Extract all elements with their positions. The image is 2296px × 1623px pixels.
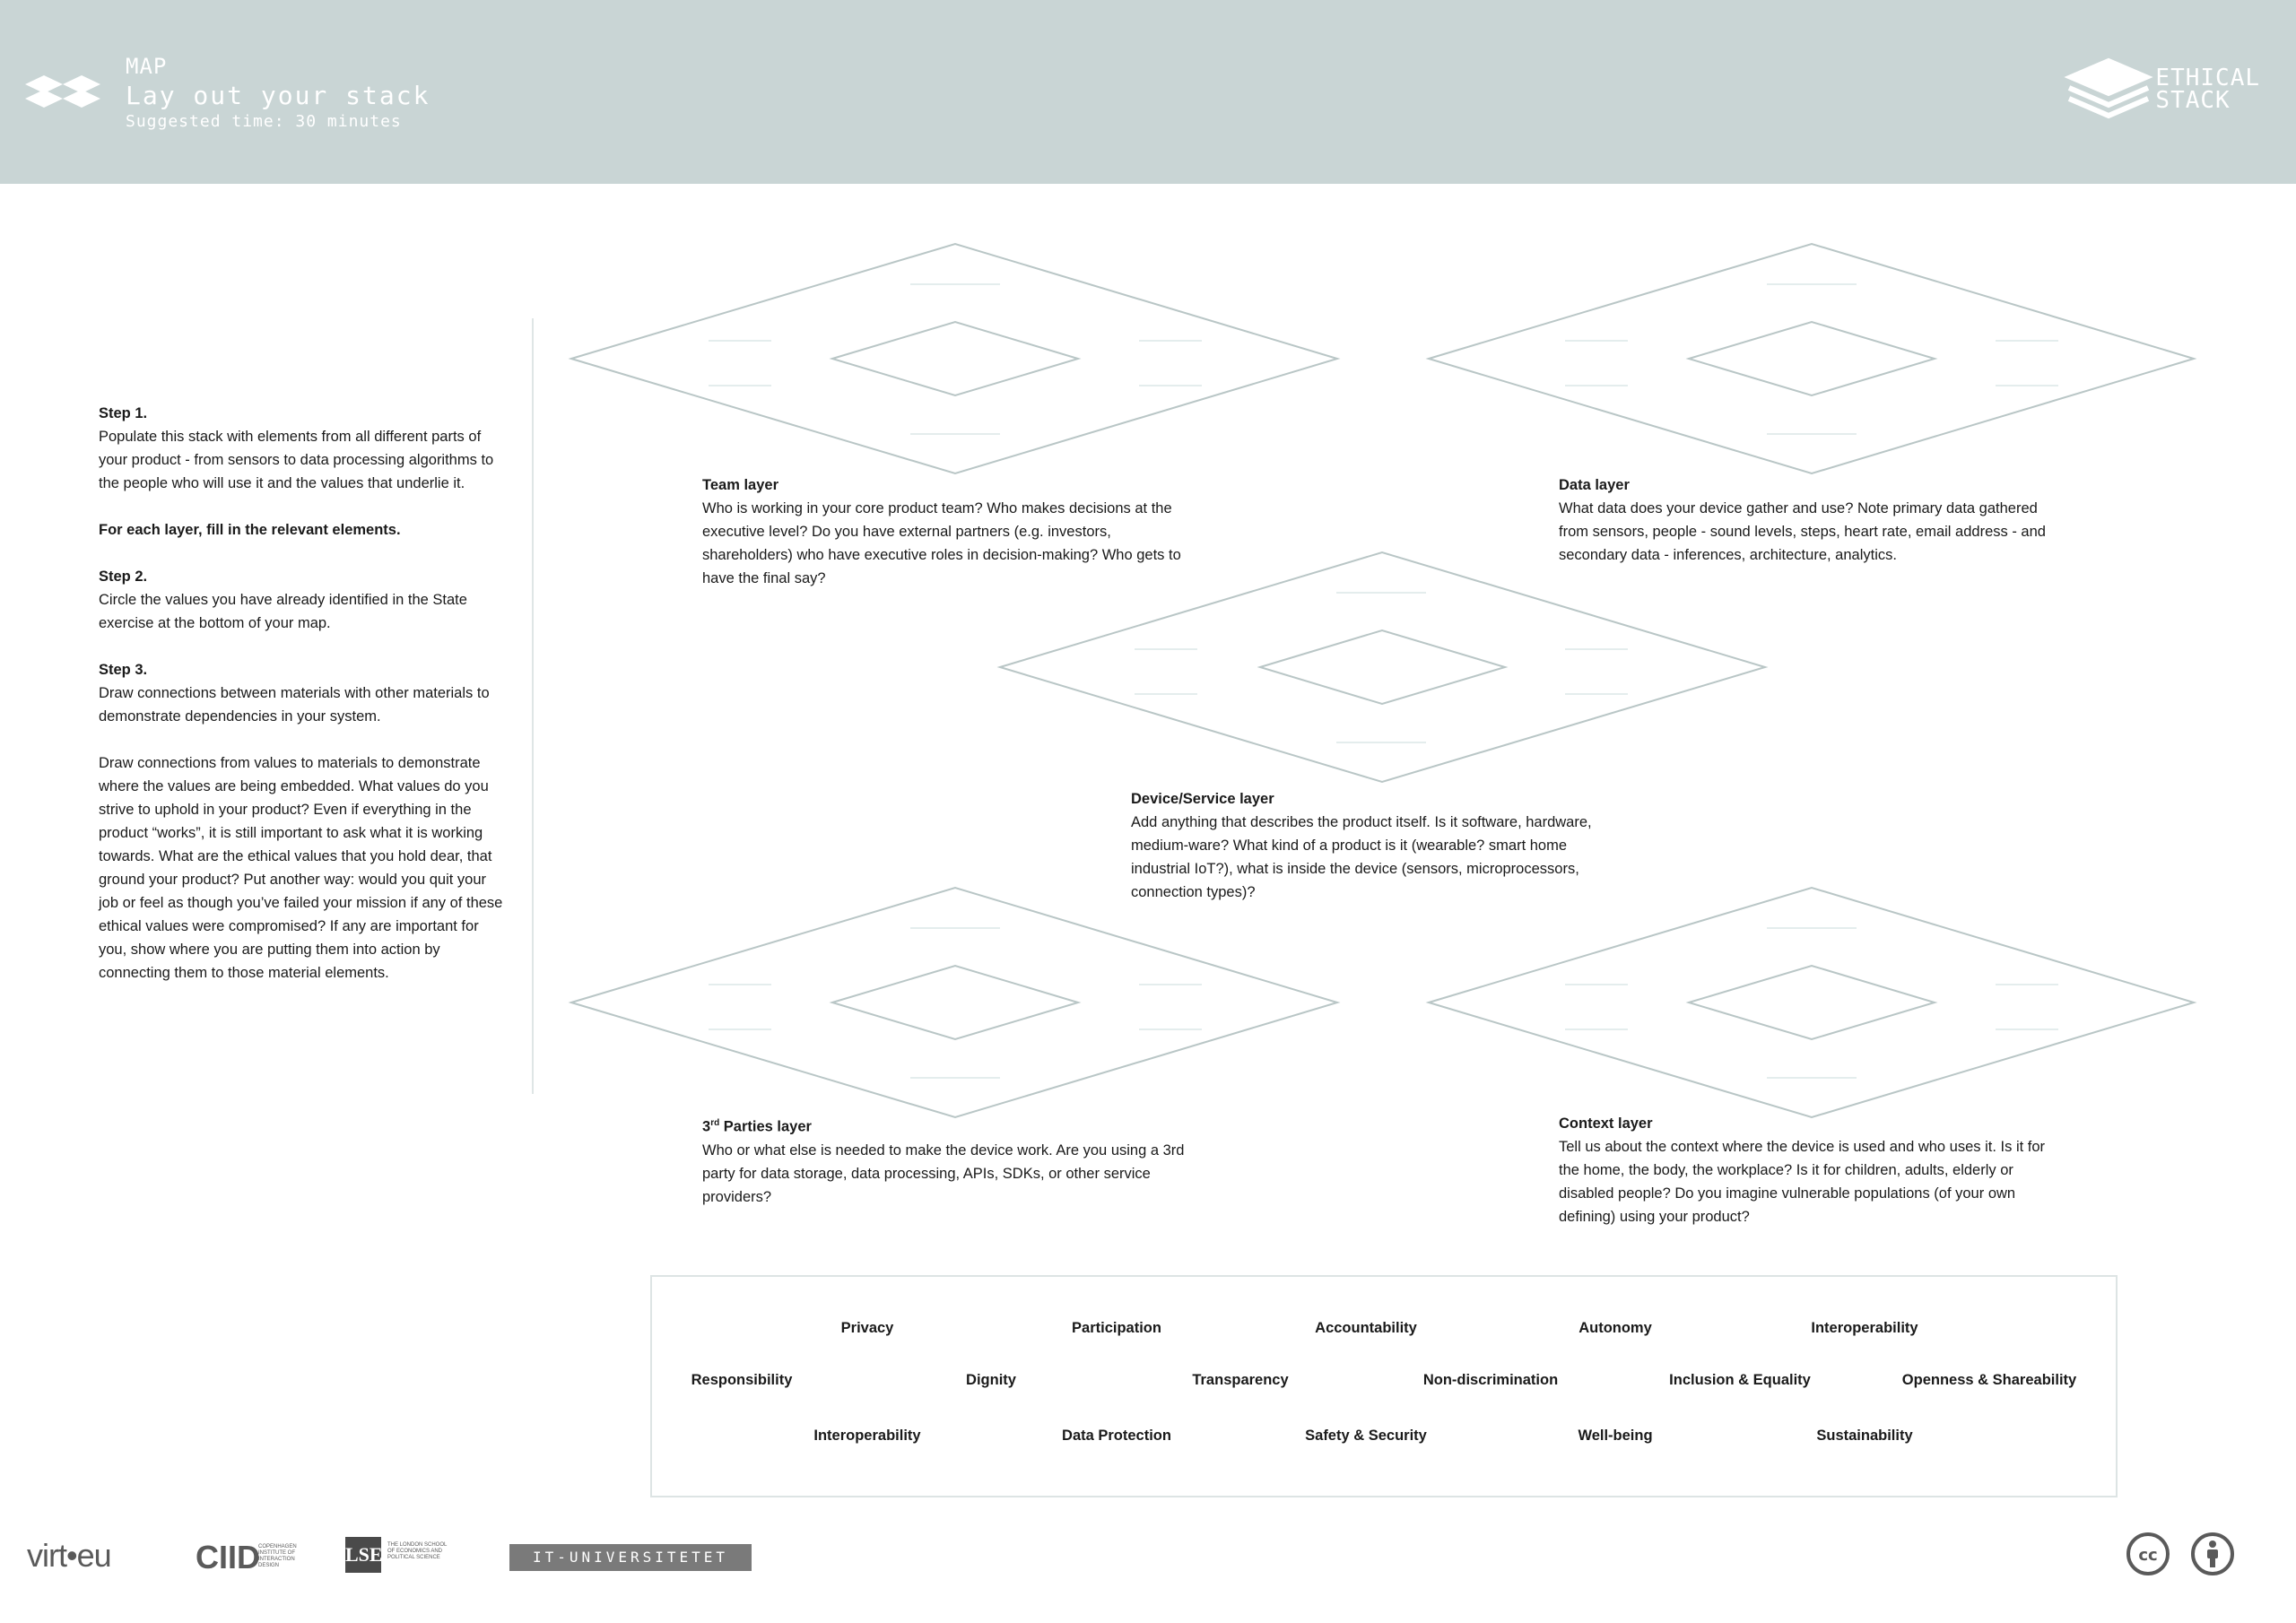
lse-logo: LSE [345,1537,381,1573]
ciid-logo-sub: COPENHAGEN INSTITUTE OF INTERACTION DESIGN [258,1544,297,1568]
value-privacy[interactable]: Privacy [840,1320,894,1336]
value-accountability[interactable]: Accountability [1315,1320,1417,1336]
third-parties-layer-diamond[interactable] [571,888,1337,1117]
value-responsibility[interactable]: Responsibility [691,1372,793,1388]
value-openness-shareability[interactable]: Openness & Shareability [1901,1372,2077,1388]
third-title-sup: rd [710,1118,720,1128]
page-subtitle: Lay out your stack [126,81,430,110]
device-layer-title: Device/Service layer [1131,791,1274,807]
page-title: MAP [126,54,168,79]
value-data-protection[interactable]: Data Protection [1062,1428,1171,1444]
context-layer-diamond[interactable] [1429,888,2194,1117]
team-layer-title: Team layer [702,477,778,493]
value-safety-security[interactable]: Safety & Security [1305,1428,1427,1444]
step1-bold: For each layer, fill in the relevant elements. [99,522,401,538]
data-layer-block [1559,473,2070,567]
logo-word-2: STACK [2155,87,2231,114]
itu-logo: IT-UNIVERSITETET KØBENHAVN [509,1544,752,1571]
third-title-rest: Parties layer [719,1118,812,1135]
data-layer-diamond[interactable] [1429,244,2194,473]
team-layer-block [702,473,1205,590]
logo-word-1: ETHICAL [2155,65,2260,91]
context-layer-block [1559,1112,2061,1228]
context-layer-text: Tell us about the context where the device is used and who uses it. Is it for the home, the body, the workplace? Is it for children, adults, elderly or disabled people? Do you imagine vulnerable populations (of your own defining) using your product? [1559,1139,2046,1225]
step1-text: Populate this stack with elements from all different parts of your product - from sensors to data processing algorithms to the people who will use it and the values that underlie it. [99,429,494,491]
step3-text: Draw connections between materials with other materials to demonstrate dependencies in your system. [99,685,490,725]
third-parties-layer-block [702,1112,1187,1209]
device-layer-text: Add anything that describes the product itself. Is it software, hardware, medium-ware? What kind of a product is it (wearable? smart home industrial IoT?), what is inside the device (sensors, microprocessors, connection types)? [1131,814,1592,900]
context-layer-title: Context layer [1559,1115,1653,1132]
third-parties-layer-title [702,1112,1187,1139]
value-inclusion-equality[interactable]: Inclusion & Equality [1669,1372,1811,1388]
value-dignity[interactable]: Dignity [966,1372,1016,1388]
team-layer-text: Who is working in your core product team? Who makes decisions at the executive level? Do you have external partners (e.g. investors, shareholders) who have executive roles in decision-making? Who gets to have the final say? [702,500,1181,586]
lse-logo-sub: THE LONDON SCHOOL OF ECONOMICS AND POLITICAL SCIENCE [387,1542,448,1560]
suggested-time: Suggested time: 30 minutes [126,112,402,131]
value-well-being[interactable]: Well-being [1578,1428,1653,1444]
step2-text: Circle the values you have already identified in the State exercise at the bottom of your map. [99,592,467,631]
value-interoperability-2[interactable]: Interoperability [813,1428,921,1444]
step3-text-2: Draw connections from values to materials to demonstrate where the values are being embedded. What values do you strive to uphold in your product? Even if everything in the product “works”, it is still important to ask what it is working towards. What are the ethical values that you hold dear, that ground your product? Put another way: would you quit your job or feel as though you’ve failed your mission if any of these ethical values were compromised? If any are important for you, show where you are putting them into action by connecting them to those material elements. [99,755,503,981]
creative-commons-icon [2126,1532,2170,1576]
value-participation[interactable]: Participation [1072,1320,1161,1336]
value-non-discrimination[interactable]: Non-discrimination [1422,1372,1559,1388]
third-parties-layer-text: Who or what else is needed to make the device work. Are you using a 3rd party for data storage, data processing, APIs, SDKs, or other service providers? [702,1141,1185,1205]
footer [0,1524,2296,1623]
attribution-icon [2190,1532,2235,1576]
svg-text:cc: cc [2138,1546,2158,1565]
team-layer-diamond[interactable] [571,244,1337,473]
value-autonomy[interactable]: Autonomy [1578,1320,1652,1336]
ciid-logo: CIID [196,1539,260,1575]
step2-title: Step 2. [99,568,148,585]
step1-title: Step 1. [99,405,148,421]
data-layer-title: Data layer [1559,477,1630,493]
value-interoperability-1[interactable]: Interoperability [1811,1320,1918,1336]
data-layer-text: What data does your device gather and use? Note primary data gathered from sensors, people - sound levels, steps, heart rate, email address - and secondary data - inferences, architecture, analytics. [1559,500,2046,563]
step3-title: Step 3. [99,662,148,678]
value-transparency[interactable]: Transparency [1192,1372,1289,1388]
value-sustainability[interactable]: Sustainability [1816,1428,1913,1444]
virt-eu-logo: virt•eu [27,1537,111,1574]
values-box [650,1275,2118,1497]
device-layer-block [1131,787,1629,904]
third-title-num: 3 [702,1118,711,1135]
